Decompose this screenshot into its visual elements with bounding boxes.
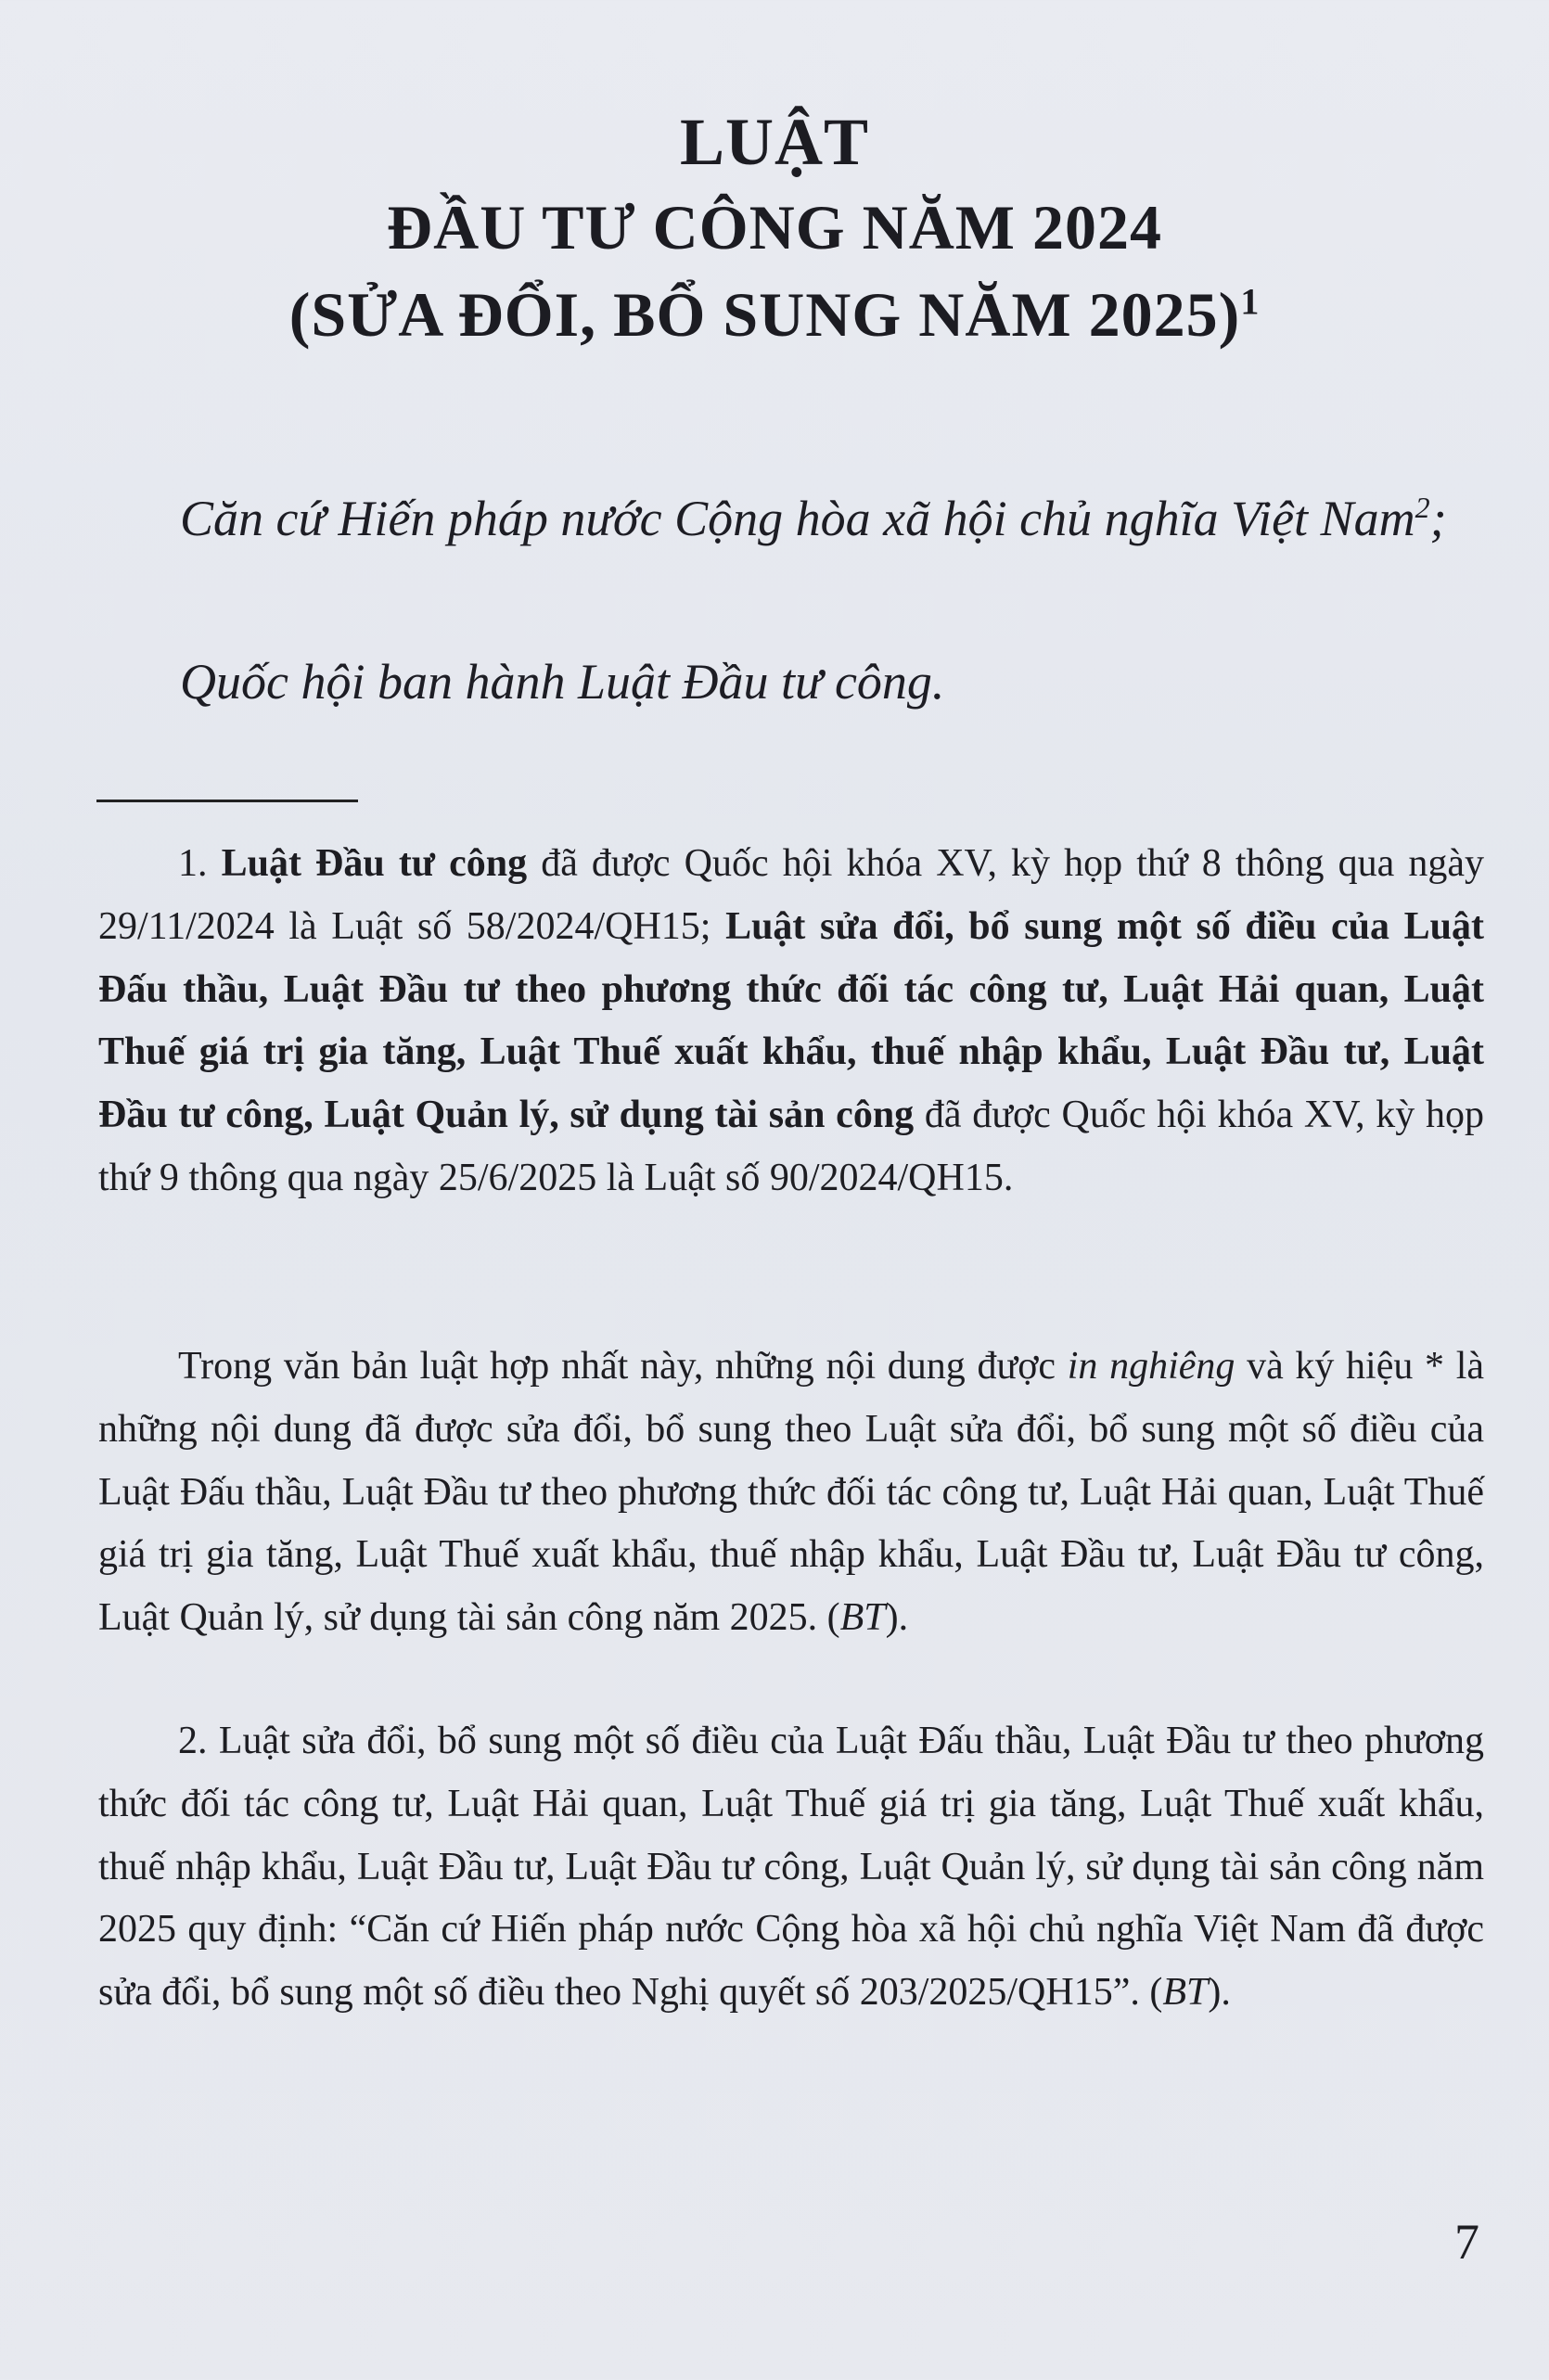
footnote-1-p2-italic-term: in nghiêng xyxy=(1067,1345,1235,1388)
footnote-1 xyxy=(98,833,1484,1210)
footnote-ref-1: 1 xyxy=(1240,280,1261,323)
preamble-basis-text: Căn cứ Hiến pháp nước Cộng hòa xã hội chủ nghĩa Việt Nam xyxy=(180,491,1415,546)
footnote-2-bt: BT xyxy=(1162,1971,1209,2015)
footnote-divider xyxy=(96,800,358,802)
footnote-1-paragraph-2 xyxy=(98,1336,1484,1650)
preamble-basis xyxy=(100,464,1482,562)
title-line-3: (SỬA ĐỔI, BỔ SUNG NĂM 2025) xyxy=(288,279,1241,350)
footnote-2 xyxy=(98,1710,1484,2025)
footnote-1-text-a: đã được Quốc hội khóa XV, kỳ họp thứ 8 thông qua ngày 29/11/2024 là Luật số 58/2024/QH15; xyxy=(98,842,1484,948)
footnote-ref-2: 2 xyxy=(1415,491,1430,524)
preamble-basis-end: ; xyxy=(1429,491,1447,546)
footnote-1-p2-text-b: và ký hiệu * là những nội dung đã được sửa đổi, bổ sung theo Luật sửa đổi, bổ sung một số điều của Luật Đấu thầu, Luật Đầu tư theo phương thức đối tác công tư, Luật Hải quan, Luật Thuế giá trị gia tăng, Luật Thuế xuất khẩu, thuế nhập khẩu, Luật Đầu tư, Luật Đầu tư công, Luật Quản lý, sử dụng tài sản công năm 2025. ( xyxy=(98,1345,1485,1640)
footnote-1-amend-law: Luật sửa đổi, bổ sung một số điều của Luật Đấu thầu, Luật Đầu tư theo phương thức đối tác công tư, Luật Hải quan, Luật Thuế giá trị gia tăng, Luật Thuế xuất khẩu, thuế nhập khẩu, Luật Đầu tư, Luật Đầu tư công, Luật Quản lý, sử dụng tài sản công xyxy=(98,904,1484,1137)
footnote-1-p2-bt: BT xyxy=(839,1596,886,1640)
footnote-1-p2-text-a: Trong văn bản luật hợp nhất này, những nội dung được xyxy=(178,1345,1068,1388)
law-subtitle xyxy=(0,278,1549,352)
law-title-label xyxy=(0,104,1549,181)
title-line-1: LUẬT xyxy=(679,105,870,179)
footnote-2-text-a: 2. Luật sửa đổi, bổ sung một số điều của Luật Đấu thầu, Luật Đầu tư theo phương thức đối tác công tư, Luật Hải quan, Luật Thuế giá trị gia tăng, Luật Thuế xuất khẩu, thuế nhập khẩu, Luật Đầu tư, Luật Đầu tư công, Luật Quản lý, sử dụng tài sản công năm 2025 quy định: “Căn cứ Hiến pháp nước Cộng hòa xã hội chủ nghĩa Việt Nam đã được sửa đổi, bổ sung một số điều theo Nghị quyết số 203/2025/QH15”. ( xyxy=(98,1720,1484,2015)
preamble-enactment xyxy=(180,638,1549,725)
footnote-2-text-b: ). xyxy=(1208,1971,1231,2015)
page-number: 7 xyxy=(1454,2214,1479,2270)
footnote-1-p2-text-c: ). xyxy=(885,1596,909,1640)
footnote-1-text-b: đã được Quốc hội khóa XV, kỳ họp thứ 9 thông qua ngày 25/6/2025 là Luật số 90/2024/QH15. xyxy=(98,1094,1484,1199)
footnote-1-law-name: Luật Đầu tư công xyxy=(221,842,528,885)
title-line-2: ĐẦU TƯ CÔNG NĂM 2024 xyxy=(387,192,1162,262)
preamble-enactment-text: Quốc hội ban hành Luật Đầu tư công. xyxy=(180,654,945,710)
footnote-1-number: 1. xyxy=(178,842,222,885)
law-title xyxy=(0,191,1549,264)
